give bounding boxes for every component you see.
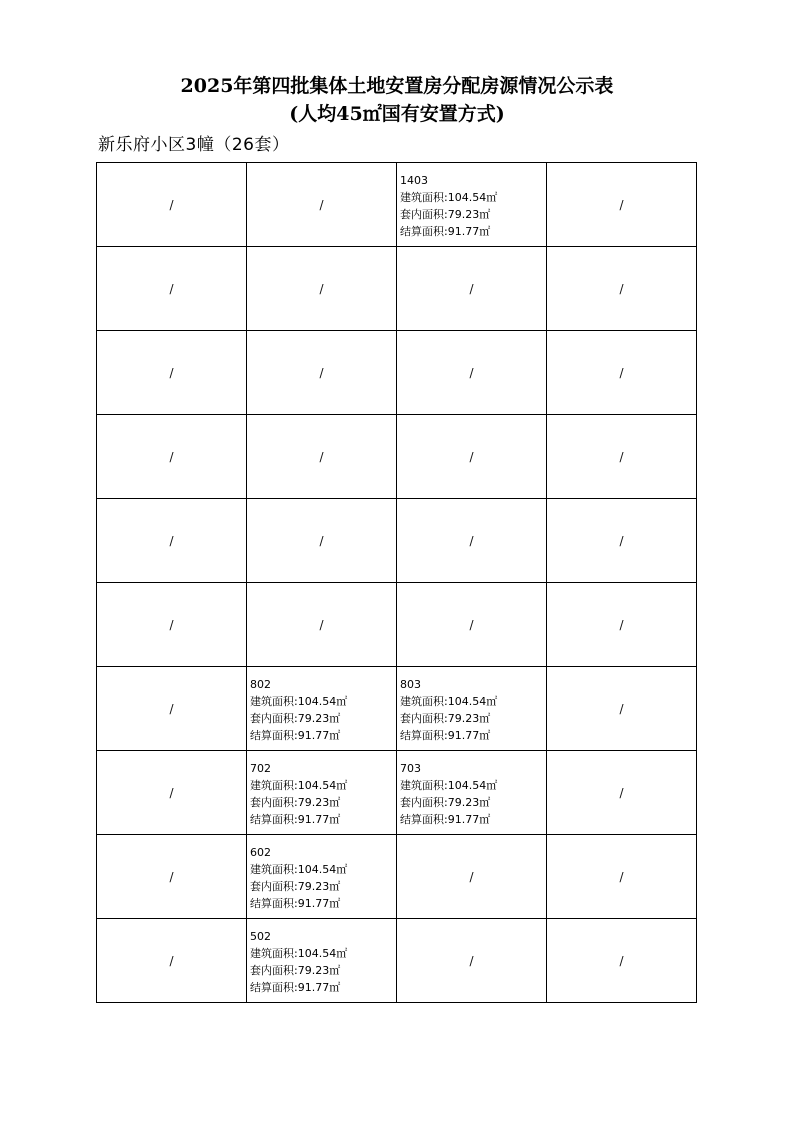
table-row — [97, 331, 697, 415]
room-number: 1403 — [400, 173, 428, 187]
room-number: 702 — [250, 761, 271, 775]
room-number: 803 — [400, 677, 421, 691]
table-cell — [97, 919, 247, 1003]
table-cell — [97, 247, 247, 331]
empty-mark: / — [469, 869, 474, 884]
table-cell — [97, 499, 247, 583]
empty-mark: / — [319, 617, 324, 632]
building-area: 建筑面积:104.54㎡ — [400, 694, 498, 708]
room-number: 602 — [250, 845, 271, 859]
empty-mark: / — [169, 533, 174, 548]
empty-mark: / — [469, 617, 474, 632]
table-cell — [547, 247, 697, 331]
inner-area: 套内面积:79.23㎡ — [250, 879, 341, 893]
empty-mark: / — [619, 281, 624, 296]
table-row — [97, 415, 697, 499]
empty-mark: / — [619, 365, 624, 380]
settlement-area: 结算面积:91.77㎡ — [250, 896, 341, 910]
table-cell — [397, 583, 547, 667]
empty-mark: / — [469, 365, 474, 380]
unit-info — [247, 842, 396, 912]
table-cell — [97, 751, 247, 835]
page-subtitle: (人均45㎡国有安置方式) — [289, 103, 505, 125]
table-row — [97, 919, 697, 1003]
table-row — [97, 751, 697, 835]
table-cell — [247, 247, 397, 331]
settlement-area: 结算面积:91.77㎡ — [400, 812, 491, 826]
empty-mark: / — [469, 281, 474, 296]
table-cell — [247, 667, 397, 751]
unit-info — [397, 758, 546, 828]
empty-mark: / — [619, 449, 624, 464]
settlement-area: 结算面积:91.77㎡ — [400, 728, 491, 742]
empty-mark: / — [169, 701, 174, 716]
empty-mark: / — [619, 785, 624, 800]
empty-mark: / — [319, 365, 324, 380]
empty-mark: / — [169, 869, 174, 884]
building-area: 建筑面积:104.54㎡ — [250, 946, 348, 960]
empty-mark: / — [169, 365, 174, 380]
empty-mark: / — [319, 197, 324, 212]
empty-mark: / — [619, 617, 624, 632]
inner-area: 套内面积:79.23㎡ — [400, 207, 491, 221]
empty-mark: / — [169, 953, 174, 968]
unit-info — [247, 758, 396, 828]
room-number: 802 — [250, 677, 271, 691]
inner-area: 套内面积:79.23㎡ — [250, 711, 341, 725]
inner-area: 套内面积:79.23㎡ — [250, 963, 341, 977]
inner-area: 套内面积:79.23㎡ — [250, 795, 341, 809]
table-cell — [547, 919, 697, 1003]
settlement-area: 结算面积:91.77㎡ — [250, 728, 341, 742]
table-cell — [247, 835, 397, 919]
unit-info — [247, 674, 396, 744]
table-cell — [397, 751, 547, 835]
empty-mark: / — [169, 281, 174, 296]
table-cell — [97, 835, 247, 919]
empty-mark: / — [319, 281, 324, 296]
table-cell — [247, 415, 397, 499]
empty-mark: / — [319, 449, 324, 464]
table-row — [97, 667, 697, 751]
building-area: 建筑面积:104.54㎡ — [250, 862, 348, 876]
table-cell — [397, 499, 547, 583]
table-cell — [397, 163, 547, 247]
empty-mark: / — [319, 533, 324, 548]
building-area: 建筑面积:104.54㎡ — [400, 778, 498, 792]
table-cell — [247, 751, 397, 835]
table-row — [97, 835, 697, 919]
empty-mark: / — [169, 617, 174, 632]
table-row — [97, 163, 697, 247]
empty-mark: / — [469, 953, 474, 968]
empty-mark: / — [469, 533, 474, 548]
inner-area: 套内面积:79.23㎡ — [400, 795, 491, 809]
empty-mark: / — [169, 785, 174, 800]
table-row — [97, 583, 697, 667]
table-cell — [547, 499, 697, 583]
table-cell — [397, 415, 547, 499]
housing-table — [96, 162, 697, 1003]
unit-info — [397, 674, 546, 744]
table-row — [97, 247, 697, 331]
table-cell — [247, 919, 397, 1003]
building-area: 建筑面积:104.54㎡ — [400, 190, 498, 204]
table-cell — [547, 163, 697, 247]
table-cell — [547, 415, 697, 499]
table-cell — [547, 583, 697, 667]
table-cell — [547, 835, 697, 919]
table-cell — [247, 499, 397, 583]
empty-mark: / — [619, 701, 624, 716]
empty-mark: / — [619, 197, 624, 212]
empty-mark: / — [619, 869, 624, 884]
empty-mark: / — [169, 197, 174, 212]
table-cell — [247, 331, 397, 415]
table-cell — [397, 835, 547, 919]
empty-mark: / — [469, 449, 474, 464]
settlement-area: 结算面积:91.77㎡ — [400, 224, 491, 238]
table-cell — [547, 751, 697, 835]
empty-mark: / — [169, 449, 174, 464]
table-cell — [397, 667, 547, 751]
empty-mark: / — [619, 533, 624, 548]
table-cell — [397, 247, 547, 331]
table-cell — [547, 331, 697, 415]
room-number: 502 — [250, 929, 271, 943]
building-area: 建筑面积:104.54㎡ — [250, 694, 348, 708]
table-cell — [97, 667, 247, 751]
table-cell — [547, 667, 697, 751]
unit-info — [397, 170, 546, 240]
inner-area: 套内面积:79.23㎡ — [400, 711, 491, 725]
table-cell — [247, 163, 397, 247]
building-area: 建筑面积:104.54㎡ — [250, 778, 348, 792]
room-number: 703 — [400, 761, 421, 775]
page-title: 2025年第四批集体土地安置房分配房源情况公示表 — [180, 75, 614, 97]
empty-mark: / — [619, 953, 624, 968]
table-cell — [97, 583, 247, 667]
building-label: 新乐府小区3幢（26套） — [98, 135, 290, 155]
table-cell — [247, 583, 397, 667]
table-cell — [397, 919, 547, 1003]
settlement-area: 结算面积:91.77㎡ — [250, 980, 341, 994]
settlement-area: 结算面积:91.77㎡ — [250, 812, 341, 826]
table-cell — [397, 331, 547, 415]
unit-info — [247, 926, 396, 996]
table-cell — [97, 331, 247, 415]
table-row — [97, 499, 697, 583]
table-cell — [97, 163, 247, 247]
table-cell — [97, 415, 247, 499]
